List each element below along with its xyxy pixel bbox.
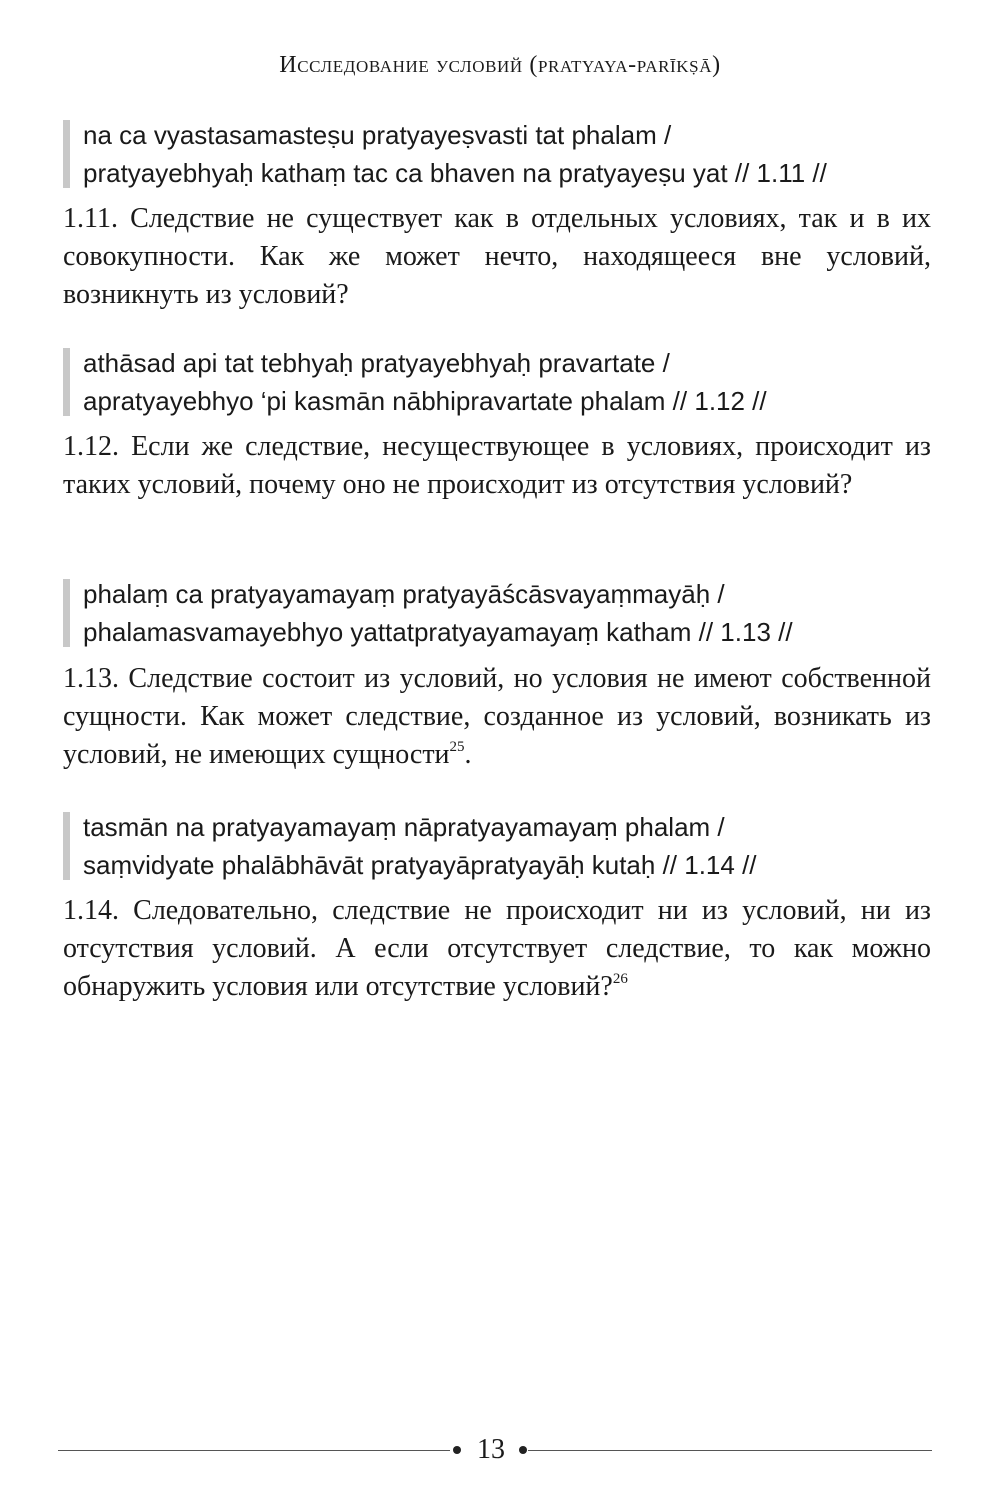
footnote-ref-25[interactable]: 25 bbox=[449, 739, 465, 755]
verse-line: apratyayebhyo ‘pi kasmān nābhipravartate phalam // 1.12 // bbox=[83, 386, 767, 416]
page-footer bbox=[58, 1430, 932, 1470]
footer-rule-right bbox=[528, 1450, 932, 1451]
footer-rule-left bbox=[58, 1450, 450, 1451]
translation-tail: . bbox=[464, 739, 472, 770]
translation-text: 1.12. Если же следствие, несуществующее в условиях, происходит из таких условий, почему оно не происходит из отсутствия условий? bbox=[63, 431, 931, 500]
verse-line: pratyayebhyaḥ kathaṃ tac ca bhaven na pratyayeṣu yat // 1.11 // bbox=[83, 158, 827, 188]
footer-dot-right bbox=[519, 1446, 527, 1454]
verse-line: athāsad api tat tebhyaḥ pratyayebhyaḥ pravartate / bbox=[83, 348, 670, 378]
translation-1-13 bbox=[63, 660, 931, 774]
translation-1-11 bbox=[63, 200, 931, 314]
verse-line: na ca vyastasamasteṣu pratyayeṣvasti tat phalam / bbox=[83, 120, 672, 150]
translation-text: 1.11. Следствие не существует как в отдельных условиях, так и в их совокупности. Как же может нечто, находящееся вне условий, возникнуть из условий? bbox=[63, 203, 931, 310]
footnote-ref-26[interactable]: 26 bbox=[612, 971, 628, 987]
verse-1-13 bbox=[63, 575, 963, 651]
translation-text: 1.14. Следовательно, следствие не происходит ни из условий, ни из отсутствия условий. А если отсутствует следствие, то как можно обнаружить условия или отсутствие условий? bbox=[63, 895, 931, 1002]
translation-1-12 bbox=[63, 428, 931, 504]
translation-1-14 bbox=[63, 892, 931, 1006]
verse-1-14 bbox=[63, 808, 963, 884]
verse-line: tasmān na pratyayamayaṃ nāpratyayamayaṃ phalam / bbox=[83, 812, 725, 842]
translation-text: 1.13. Следствие состоит из условий, но условия не имеют собственной сущности. Как может следствие, созданное из условий, возникать из условий, не имеющих сущности bbox=[63, 663, 931, 770]
verse-line: saṃvidyate phalābhāvāt pratyayāpratyayāḥ kutaḥ // 1.14 // bbox=[83, 850, 757, 880]
page-number: 13 bbox=[477, 1434, 505, 1465]
verse-line: phalaṃ ca pratyayamayaṃ pratyayāścāsvayaṃmayāḥ / bbox=[83, 579, 725, 609]
verse-line: phalamasvamayebhyo yattatpratyayamayaṃ katham // 1.13 // bbox=[83, 617, 793, 647]
running-head: Исследование условий (pratyaya-parīkṣā) bbox=[279, 52, 721, 78]
verse-1-11 bbox=[63, 116, 963, 192]
verse-1-12 bbox=[63, 344, 963, 420]
footer-dot-left bbox=[453, 1446, 461, 1454]
